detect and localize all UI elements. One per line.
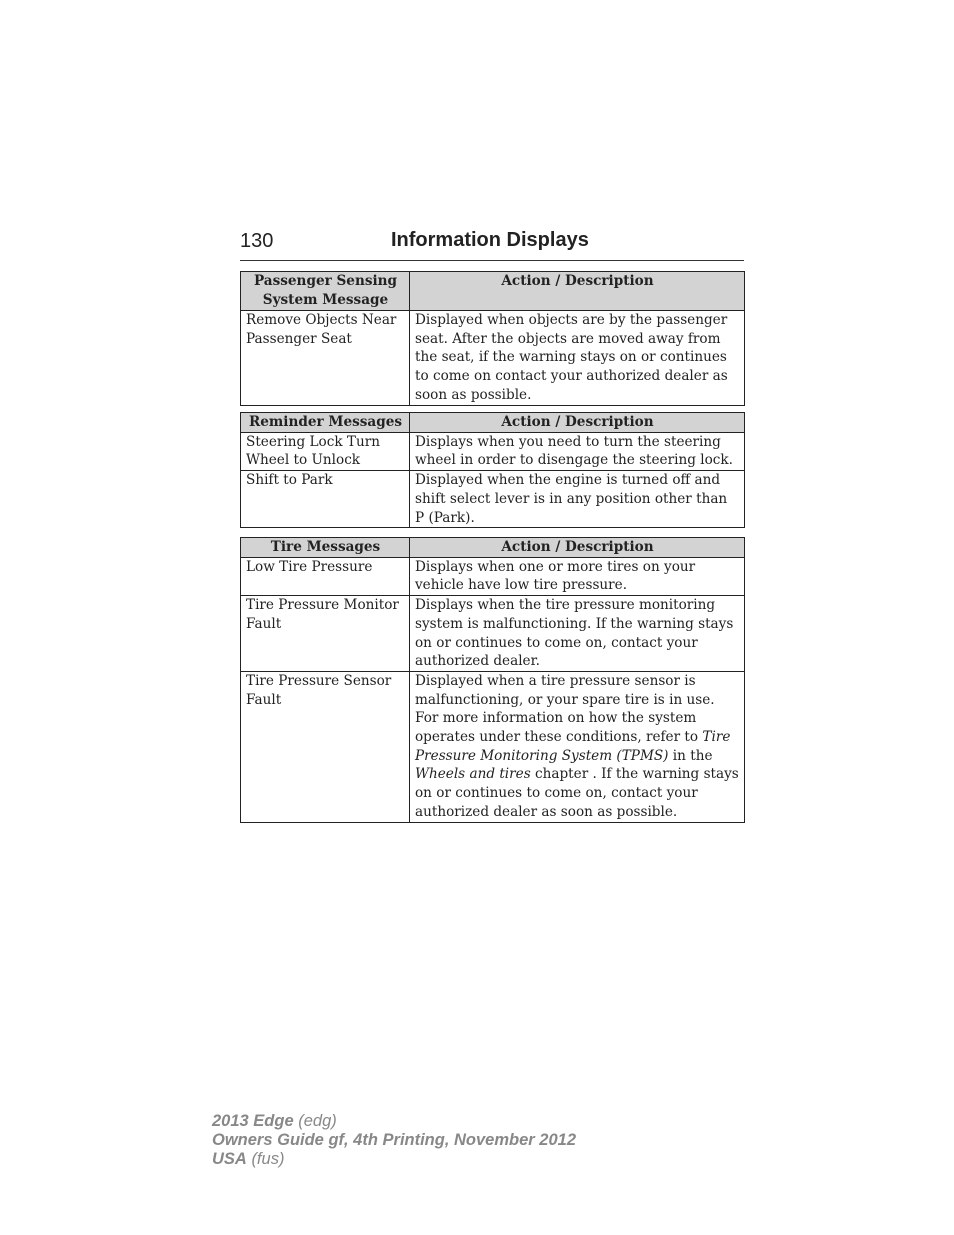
section-title: Information Displays xyxy=(391,229,589,251)
footer-model-line xyxy=(212,1112,576,1131)
footer-guide-line xyxy=(212,1131,576,1150)
description-text: chapter . If the warning stays on or continues to come on, contact your authorized dealer as soon as possible. xyxy=(415,766,739,820)
column-header-message: Passenger Sensing System Message xyxy=(241,272,410,311)
tpms-section-reference: Tire Pressure Monitoring System (TPMS) xyxy=(415,729,731,764)
description-cell xyxy=(410,671,745,822)
column-header-message: Tire Messages xyxy=(241,538,410,558)
passenger-sensing-table xyxy=(240,271,745,406)
message-cell: Tire Pressure Sensor Fault xyxy=(241,671,410,822)
column-header-description: Action / Description xyxy=(410,538,745,558)
column-header-description: Action / Description xyxy=(410,272,745,311)
description-text: Displayed when a tire pressure sensor is malfunctioning, or your spare tire is in use. For more information on how the system operates under these conditions, refer to xyxy=(415,672,715,746)
description-cell: Displays when the tire pressure monitoring system is malfunctioning. If the warning stays on or continues to come on, contact your authorized dealer. xyxy=(410,596,745,672)
message-cell: Low Tire Pressure xyxy=(241,557,410,595)
tire-messages-table xyxy=(240,537,745,823)
message-cell: Tire Pressure Monitor Fault xyxy=(241,596,410,672)
column-header-description: Action / Description xyxy=(410,413,745,433)
footer-model-code: (edg) xyxy=(298,1112,337,1130)
table-header-row xyxy=(241,272,745,311)
footer-market: USA xyxy=(212,1150,247,1168)
table-row xyxy=(241,471,745,528)
page-footer xyxy=(212,1112,576,1169)
footer-guide: Owners Guide gf, 4th Printing, November 2012 xyxy=(212,1131,576,1149)
wheels-chapter-reference: Wheels and tires xyxy=(415,766,531,783)
description-cell: Displays when one or more tires on your vehicle have low tire pressure. xyxy=(410,557,745,595)
description-cell: Displays when you need to turn the steering wheel in order to disengage the steering lock. xyxy=(410,432,745,470)
column-header-message: Reminder Messages xyxy=(241,413,410,433)
description-text: in the xyxy=(668,747,713,764)
description-cell: Displayed when objects are by the passenger seat. After the objects are moved away from the seat, if the warning stays on or continues to come on contact your authorized dealer as soon as possible. xyxy=(410,311,745,406)
table-header-row xyxy=(241,538,745,558)
message-cell: Remove Objects Near Passenger Seat xyxy=(241,311,410,406)
reminder-messages-table xyxy=(240,412,745,528)
message-cell: Shift to Park xyxy=(241,471,410,528)
description-cell: Displayed when the engine is turned off and shift select lever is in any position other than P (Park). xyxy=(410,471,745,528)
table-row xyxy=(241,671,745,822)
footer-market-line xyxy=(212,1150,576,1169)
table-row xyxy=(241,557,745,595)
table-row xyxy=(241,432,745,470)
footer-market-code: (fus) xyxy=(251,1150,285,1168)
message-cell: Steering Lock Turn Wheel to Unlock xyxy=(241,432,410,470)
table-row xyxy=(241,311,745,406)
footer-model: 2013 Edge xyxy=(212,1112,294,1130)
page-header xyxy=(240,228,744,261)
table-row xyxy=(241,596,745,672)
table-header-row xyxy=(241,413,745,433)
page-number: 130 xyxy=(240,230,274,252)
